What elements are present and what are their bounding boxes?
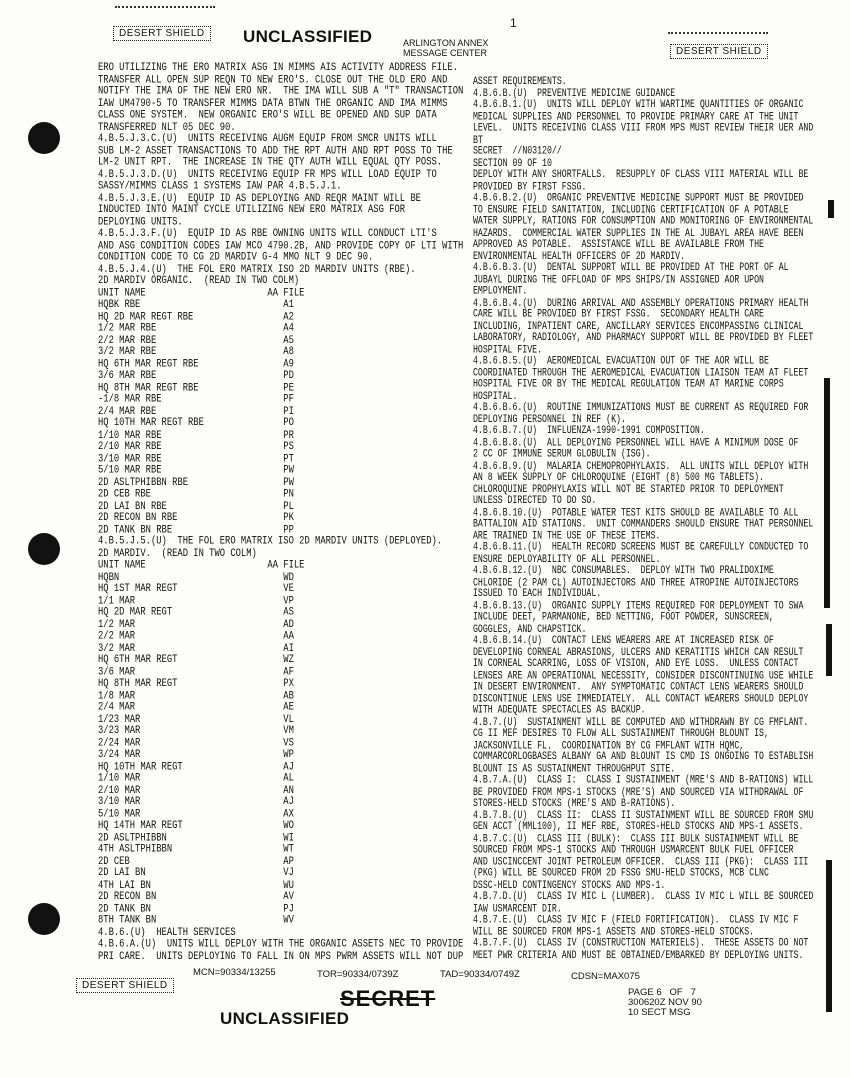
text-line: 2/2 MAR RBE A5 — [98, 333, 294, 347]
text-line: 4.B.5.J.3.F.(U) EQUIP ID AS RBE OWNING UNITS WILL CONDUCT LTI'S — [98, 227, 437, 240]
center-mark: 1 — [510, 16, 517, 30]
text-line: 4.B.6.A.(U) UNITS WILL DEPLOY WITH THE ORGANIC ASSETS NEC TO PROVIDE — [98, 937, 464, 951]
text-line: HQ 8TH MAR REGT RBE PE — [98, 381, 294, 394]
text-line: GEN ACCT (MML100), II MEF RBE, STORES-HELD STOCKS AND MPS-1 ASSETS. — [473, 820, 804, 834]
text-line: 1/2 MAR RBE A4 — [98, 322, 294, 335]
classification-bottom: UNCLASSIFIED — [220, 1009, 350, 1028]
text-line: HQ 10TH MAR REGT RBE PO — [98, 416, 294, 430]
text-line: IN CORNEAL SCARRING, LOSS OF VISION, AND EYE LOSS. UNLESS CONTACT — [473, 657, 799, 671]
text-line: HQ 2D MAR REGT AS — [98, 606, 294, 619]
text-line: BLOUNT IS AS SUSTAINMENT THROUGHPUT SITE. — [473, 762, 676, 775]
punch-hole-bottom — [28, 903, 60, 935]
text-line: 4.B.6.B.1.(U) UNITS WILL DEPLOY WITH WARTIME QUANTITIES OF ORGANIC — [473, 98, 804, 112]
text-line: LABORATORY, RADIOLOGY, AND PHARMACY SUPPORT WILL BE PROVIDED BY FLEET — [473, 331, 814, 345]
text-line: 4.B.7.D.(U) CLASS IV MIC L (LUMBER). CLASS IV MIC L WILL BE SOURCED — [473, 890, 814, 904]
text-line: 2D ASLTPHIBBN RBE PW — [98, 476, 294, 489]
text-line: 4.B.6.B.13.(U) ORGANIC SUPPLY ITEMS REQUIRED FOR DEPLOYMENT TO SWA — [473, 599, 804, 612]
text-line: 4.B.6.B.4.(U) DURING ARRIVAL AND ASSEMBLY OPERATIONS PRIMARY HEALTH — [473, 296, 809, 310]
text-line: HQ 8TH MAR REGT PX — [98, 677, 294, 690]
text-line: 3/2 MAR AI — [98, 641, 294, 655]
text-line: 4TH LAI BN WU — [98, 878, 294, 892]
text-line: DEPLOYING UNITS. — [98, 215, 183, 229]
text-line: 2D RECON BN RBE PK — [98, 511, 294, 525]
text-line: INCLUDE DEET, PARMANONE, BED NETTING, FOOT POWDER, SUNSCREEN, — [473, 611, 774, 624]
top-dots-left — [115, 6, 215, 8]
text-line: CARE WILL BE PROVIDED BY FIRST FSSG. SECONDARY HEALTH CARE — [473, 308, 764, 321]
station-line-2: MESSAGE CENTER — [403, 48, 488, 58]
text-line: DEPLOY WITH ANY SHORTFALLS. RESUPPLY OF CLASS VIII MATERIAL WILL BE — [473, 168, 809, 182]
text-line: HQ 2D MAR REGT RBE A2 — [98, 310, 294, 323]
text-line: ERO UTILIZING THE ERO MATRIX ASG IN MIMMS AIS ACTIVITY ADDRESS FILE. — [98, 61, 458, 75]
text-line: HQ 1ST MAR REGT VE — [98, 582, 294, 596]
text-line: 4.B.6.B.11.(U) HEALTH RECORD SCREENS MUST BE CAREFULLY CONDUCTED TO — [473, 541, 809, 554]
text-line: SUB LM-2 ASSET TRANSACTIONS TO ADD THE RPT AUTH AND RPT POSS TO THE — [98, 144, 453, 158]
text-line: 2D MARDIV. (READ IN TWO COLM) — [98, 547, 257, 560]
text-line: 4TH ASLTPHIBBN WT — [98, 843, 294, 856]
text-line: 2D TANK BN RBE PP — [98, 523, 294, 536]
text-line: SOURCED FROM MPS-1 STOCKS AND THROUGH USMARCENT BULK FUEL OFFICER — [473, 844, 794, 857]
margin-bar-4 — [826, 860, 832, 1012]
text-line: JUBAYL DURING THE OFFLOAD OF MPS SHIPS/IN ASSIGNED AOR UPON — [473, 273, 764, 286]
classification-top: UNCLASSIFIED — [243, 27, 373, 46]
text-line: ENSURE DEPLOYABILITY OF ALL PERSONNEL. — [473, 553, 661, 566]
right-text-column — [473, 77, 813, 962]
text-line: DISCONTINUE LENS USE IMMEDIATELY. ALL CONTACT WEARERS SHOULD DEPLOY — [473, 692, 809, 706]
text-line: 1/8 MAR AB — [98, 689, 294, 702]
text-line: 3/23 MAR VM — [98, 724, 294, 738]
text-line: 4.B.5.J.3.E.(U) EQUIP ID AS DEPLOYING AND REQR MAINT WILL BE — [98, 191, 421, 205]
text-line: ENVIRONMENTAL HEALTH OFFICERS OF 2D MARDIV. — [473, 250, 686, 263]
text-line: COMMARCORLOGBASES ALBANY GA AND BLOUNT IS CMD IS ONGOING TO ESTABLISH — [473, 751, 814, 764]
text-line: AN 8 WEEK SUPPLY OF CHLOROQUINE (EIGHT (8) 500 MG TABLETS). — [473, 471, 764, 484]
text-line: EMPLOYMENT. — [473, 285, 528, 298]
mcn-line: MCN=90334/13255 — [193, 967, 276, 978]
punch-hole-middle — [28, 533, 60, 565]
text-line: HQBN WD — [98, 570, 294, 584]
margin-bar-3 — [826, 624, 832, 676]
text-line: 2/4 MAR AE — [98, 701, 294, 714]
text-line: 4.B.6.B.14.(U) CONTACT LENS WEARERS ARE AT INCREASED RISK OF — [473, 634, 774, 647]
text-line: GOGGLES, AND CHAPSTICK. — [473, 622, 587, 636]
text-line: IAW UM4790-5 TO TRANSFER MIMMS DATA BTWN THE ORGANIC AND IMA MIMMS — [98, 97, 448, 110]
text-line: 3/2 MAR RBE A8 — [98, 345, 294, 359]
text-line: LM-2 UNIT RPT. THE INCREASE IN THE QTY AUTH WILL EQUAL QTY POSS. — [98, 156, 443, 169]
margin-bar-1 — [828, 200, 834, 218]
text-line: 2D CEB AP — [98, 855, 294, 868]
text-line: HAZARDS. COMMERCIAL WATER SUPPLIES IN THE AL JUBAYL AREA HAVE BEEN — [473, 227, 804, 240]
text-line: 4.B.6.B.7.(U) INFLUENZA-1990-1991 COMPOSITION. — [473, 424, 705, 438]
text-line: CHLORIDE (2 PAM CL) AUTOINJECTORS AND THREE ATROPINE AUTOINJECTORS — [473, 576, 799, 589]
desert-shield-banner-bottom: DESERT SHIELD — [76, 978, 174, 993]
text-line: 4.B.7.A.(U) CLASS I: CLASS I SUSTAINMENT (MRE'S AND B-RATIONS) WILL — [473, 774, 814, 787]
text-line: 4.B.6.B.6.(U) ROUTINE IMMUNIZATIONS MUST BE CURRENT AS REQUIRED FOR — [473, 401, 809, 415]
text-line: UNLESS DIRECTED TO DO SO. — [473, 494, 597, 508]
text-line: TRANSFER ALL OPEN SUP REQN TO NEW ERO'S. CLOSE OUT THE OLD ERO AND — [98, 73, 448, 86]
text-line: STORES-HELD STOCKS (MRE'S AND B-RATIONS). — [473, 797, 676, 810]
text-line: 2D ASLTPHIBBN WI — [98, 831, 294, 844]
text-line: WILL BE SOURCED FROM MPS-1 ASSETS AND STORES-HELD STOCKS. — [473, 925, 755, 939]
text-line: LENSES ARE AN OPERATIONAL NECESSITY, CONSIDER DISCONTINUING USE WHILE — [473, 669, 814, 682]
text-line: DEVELOPING CORNEAL ABRASIONS, ULCERS AND KERATITIS WHICH CAN RESULT — [473, 646, 804, 659]
text-line: SECTION 09 OF 10 — [473, 157, 552, 170]
text-line: 2D RECON BN AV — [98, 890, 294, 904]
text-line: HOSPITAL FIVE OR BY THE MEDICAL REGULATION TEAM AT MARINE CORPS — [473, 378, 784, 391]
text-line: BT — [473, 133, 483, 147]
text-line: AND ASG CONDITION CODES IAW MCO 4790.2B, AND PROVIDE COPY OF LTI WITH — [98, 239, 464, 252]
text-line: 8TH TANK BN WV — [98, 914, 294, 927]
text-line: UNIT NAME AA FILE — [98, 286, 305, 300]
text-line: 4.B.7.C.(U) CLASS III (BULK): CLASS III BULK SUSTAINMENT WILL BE — [473, 832, 799, 845]
text-line: CG II MEF DESIRES TO FLOW ALL SUSTAINMENT THROUGH BLOUNT IS, — [473, 727, 769, 741]
text-line: PROVIDED BY FIRST FSSG. — [473, 180, 587, 193]
text-line: 5/10 MAR RBE PW — [98, 464, 294, 477]
text-line: 4.B.6.(U) HEALTH SERVICES — [98, 926, 236, 939]
text-line: LEVEL. UNITS RECEIVING CLASS VIII FROM MPS MUST REVIEW THEIR UER AND — [473, 122, 814, 135]
dtg-line: 300620Z NOV 90 — [628, 997, 702, 1008]
text-line: 3/24 MAR WP — [98, 748, 294, 761]
text-line: 4.B.7.(U) SUSTAINMENT WILL BE COMPUTED AND WITHDRAWN BY CG FMFLANT. — [473, 716, 809, 729]
tad-line: TAD=90334/0749Z — [440, 969, 520, 980]
left-text-column — [98, 63, 463, 963]
desert-shield-banner-right: DESERT SHIELD — [670, 44, 768, 59]
text-line: HQ 6TH MAR REGT WZ — [98, 653, 294, 667]
text-line: TO ENSURE FIELD SANITATION, INCLUDING CERTIFICATION OF A POTABLE — [473, 203, 789, 217]
desert-shield-banner-left: DESERT SHIELD — [113, 26, 211, 41]
text-line: 4.B.5.J.3.C.(U) UNITS RECEIVING AUGM EQUIP FROM SMCR UNITS WILL — [98, 132, 437, 146]
text-line: 1/10 MAR RBE PR — [98, 428, 294, 442]
text-line: 3/6 MAR RBE PD — [98, 369, 294, 383]
text-line: COORDINATED THROUGH THE AEROMEDICAL EVACUATION LIAISON TEAM AT FLEET — [473, 366, 809, 380]
text-line: 4.B.6.B.10.(U) POTABLE WATER TEST KITS SHOULD BE AVAILABLE TO ALL — [473, 506, 799, 519]
text-line: 2/24 MAR VS — [98, 736, 294, 750]
text-line: NOTIFY THE IMA OF THE NEW ERO NR. THE IMA WILL SUB A "T" TRANSACTION — [98, 85, 464, 98]
text-line: -1/8 MAR RBE PF — [98, 393, 294, 406]
text-line: BATTALION AID STATIONS. UNIT COMMANDERS SHOULD ENSURE THAT PERSONNEL — [473, 518, 814, 531]
text-line: 2D MARDIV ORGANIC. (READ IN TWO COLM) — [98, 274, 300, 288]
text-line: 4.B.7.B.(U) CLASS II: CLASS II SUSTAINMENT WILL BE SOURCED FROM SMU — [473, 809, 814, 822]
text-line: HQ 10TH MAR REGT AJ — [98, 760, 294, 773]
text-line: 1/2 MAR AD — [98, 618, 294, 631]
text-line: JACKSONVILLE FL. COORDINATION BY CG FMFLANT WITH HQMC, — [473, 739, 745, 752]
text-line: DSSC-HELD CONTINGENCY STOCKS AND MPS-1. — [473, 879, 666, 892]
text-line: 1/23 MAR VL — [98, 712, 294, 726]
text-line: 1/1 MAR VP — [98, 594, 294, 608]
text-line: INCLUDING, INPATIENT CARE, ANCILLARY SERVICES ENCOMPASSING CLINICAL — [473, 320, 804, 333]
text-line: 4.B.5.J.3.D.(U) UNITS RECEIVING EQUIP FR MPS WILL LOAD EQUIP TO — [98, 168, 437, 181]
text-line: CHLOROQUINE PROPHYLAXIS WILL NOT BE STARTED PRIOR TO DEPLOYMENT — [473, 483, 784, 496]
text-line: 3/6 MAR AF — [98, 665, 294, 679]
text-line: HOSPITAL. — [473, 390, 518, 403]
text-line: 4.B.6.B.9.(U) MALARIA CHEMOPROPHYLAXIS. ALL UNITS WILL DEPLOY WITH — [473, 459, 809, 473]
text-line: 2/4 MAR RBE PI — [98, 405, 294, 418]
text-line: 3/10 MAR AJ — [98, 795, 294, 809]
text-line: SASSY/MIMMS CLASS 1 SYSTEMS IAW PAR 4.B.5.J.1. — [98, 180, 342, 193]
page-number: PAGE 6 OF 7 — [628, 987, 696, 998]
text-line: 2D LAI BN VJ — [98, 866, 294, 880]
station-line-1: ARLINGTON ANNEX — [403, 38, 489, 48]
text-line: BE PROVIDED FROM MPS-1 STOCKS (MRE'S) AND SOURCED VIA WITHDRAWAL OF — [473, 785, 804, 799]
text-line: 4.B.7.F.(U) CLASS IV (CONSTRUCTION MATERIELS). THESE ASSETS DO NOT — [473, 937, 809, 950]
text-line: 2/2 MAR AA — [98, 630, 294, 643]
text-line: 5/10 MAR AX — [98, 807, 294, 821]
text-line: 4.B.5.J.4.(U) THE FOL ERO MATRIX ISO 2D MARDIV UNITS (RBE). — [98, 262, 416, 276]
punch-hole-top — [28, 122, 60, 154]
text-line: WITH ADEQUATE SPECTACLES AS BACKUP. — [473, 704, 646, 717]
text-line: 4.B.6.B.(U) PREVENTIVE MEDICINE GUIDANCE — [473, 87, 676, 100]
text-line: HQ 6TH MAR REGT RBE A9 — [98, 357, 294, 371]
text-line: CLASS ONE SYSTEM. NEW ORGANIC ERO'S WILL BE OPENED AND SUP DATA — [98, 108, 437, 122]
text-line: IN DESERT ENVIRONMENT. ANY SYMPTOMATIC CONTACT LENS WEARERS SHOULD — [473, 681, 804, 694]
text-line: 4.B.6.B.5.(U) AEROMEDICAL EVACUATION OUT OF THE AOR WILL BE — [473, 355, 769, 368]
text-line: TRANSFERRED NLT 05 DEC 90. — [98, 120, 236, 134]
text-line: AND USCINCCENT JOINT PETROLEUM OFFICER. CLASS III (PKG): CLASS III — [473, 855, 809, 869]
text-line: MEET PWR CRITERIA AND MUST BE OBTAINED/EMBARKED BY DEPLOYING UNITS. — [473, 948, 804, 962]
text-line: 2/10 MAR AN — [98, 783, 294, 797]
text-line: DEPLOYING PERSONNEL IN REF (K). — [473, 413, 626, 426]
top-dots-right — [668, 32, 768, 34]
text-line: ARE TRAINED IN THE USE OF THESE ITEMS. — [473, 529, 661, 543]
text-line: (PKG) WILL BE SOURCED FROM 2D FSSG SMU-HELD STOCKS, MCB CLNC — [473, 867, 769, 880]
text-line: 4.B.6.B.3.(U) DENTAL SUPPORT WILL BE PROVIDED AT THE PORT OF AL — [473, 261, 789, 275]
text-line: 2D LAI BN RBE PL — [98, 499, 294, 513]
text-line: ASSET REQUIREMENTS. — [473, 75, 567, 88]
text-line: 4.B.6.B.2.(U) ORGANIC PREVENTIVE MEDICINE SUPPORT MUST BE PROVIDED — [473, 192, 804, 205]
cdsn-line: CDSN=MAX075 — [571, 971, 640, 982]
text-line: IAW USMARCENT DIR. — [473, 902, 562, 915]
text-line: INDUCTED INTO MAINT CYCLE UTILIZING NEW ERO MATRIX ASG FOR — [98, 203, 406, 217]
text-line: 2 CC OF IMMUNE SERUM GLOBULIN (ISG). — [473, 448, 651, 461]
text-line: 1/10 MAR AL — [98, 772, 294, 785]
text-line: WATER SUPPLY, RATIONS FOR CONSUMPTION AND MONITORING OF ENVIRONMENTAL — [473, 215, 814, 228]
text-line: HOSPITAL FIVE. — [473, 343, 543, 356]
text-line: APPROVED AS POTABLE. ASSISTANCE WILL BE AVAILABLE FROM THE — [473, 238, 764, 251]
text-line: 2D TANK BN PJ — [98, 902, 294, 915]
text-line: 4.B.6.B.12.(U) NBC CONSUMABLES. DEPLOY WITH TWO PRALIDOXIME — [473, 564, 774, 578]
text-line: 3/10 MAR RBE PT — [98, 452, 294, 465]
tor-line: TOR=90334/0739Z — [317, 969, 399, 980]
text-line: 2/10 MAR RBE PS — [98, 440, 294, 454]
text-line: 4.B.5.J.5.(U) THE FOL ERO MATRIX ISO 2D MARDIV UNITS (DEPLOYED). — [98, 535, 443, 548]
text-line: MEDICAL SUPPLIES AND PERSONNEL TO PROVIDE PRIMARY CARE AT THE UNIT — [473, 110, 799, 123]
text-line: HQBK RBE A1 — [98, 298, 294, 311]
text-line: CONDITION CODE TO CG 2D MARDIV G-4 MMO NLT 9 DEC 90. — [98, 251, 374, 264]
text-line: 2D CEB RBE PN — [98, 487, 294, 501]
text-line: HQ 14TH MAR REGT WO — [98, 819, 294, 833]
margin-bar-2 — [824, 378, 830, 608]
text-line: ISSUED TO EACH INDIVIDUAL. — [473, 587, 602, 601]
sect-msg-line: 10 SECT MSG — [628, 1007, 691, 1018]
text-line: 4.B.6.B.8.(U) ALL DEPLOYING PERSONNEL WILL HAVE A MINIMUM DOSE OF — [473, 436, 799, 449]
text-line: PRI CARE. UNITS DEPLOYING TO FALL IN ON MPS PWRM ASSETS WILL NOT DUP — [98, 949, 464, 963]
text-line: 4.B.7.E.(U) CLASS IV MIC F (FIELD FORTIFICATION). CLASS IV MIC F — [473, 914, 799, 927]
text-line: SECRET //N03120// — [473, 145, 562, 158]
text-line: UNIT NAME AA FILE — [98, 558, 305, 572]
secret-stamp: SECRET — [340, 986, 436, 1011]
